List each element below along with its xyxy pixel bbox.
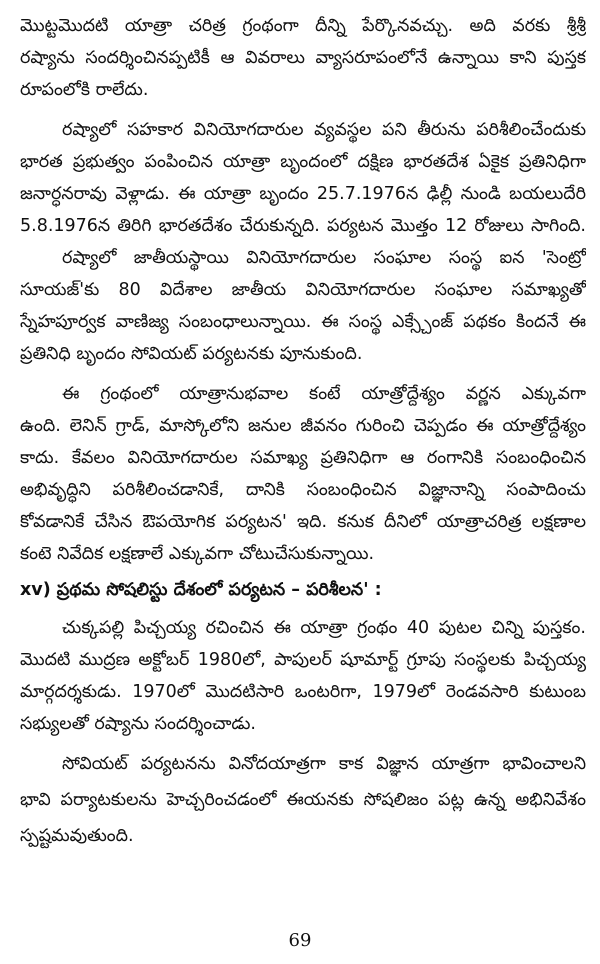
text-line: రూపంలోకి రాలేదు. — [20, 80, 149, 100]
text-line: చుక్కపల్లి పిచ్చయ్య రచించిన ఈ యాత్రా గ్రంథం 40 పుటల చిన్ని పుస్తకం. — [62, 618, 586, 638]
text-line: సూయజ్'కు 80 విదేశాల జాతీయ వినియోగదారుల సంఘాల సమాఖ్యతో — [20, 280, 586, 300]
text-line: 5.8.1976న తిరిగి భారతదేశం చేరుకున్నది. పర్యటన మొత్తం 12 రోజులు సాగింది. — [20, 216, 586, 236]
text-line: స్నేహపూర్వక వాణిజ్య సంబంధాలున్నాయి. ఈ సంస్థ ఎక్స్చేంజ్ పథకం కిందనే ఈ — [20, 312, 586, 332]
text-line: జనార్ధనరావు వెళ్లాడు. ఈ యాత్రా బృందం 25.7.1976న ఢిల్లీ నుండి బయలుదేరి — [20, 184, 586, 204]
text-line: ఈ గ్రంథంలో యాత్రానుభవాల కంటే యాత్రోద్దేశ్యం వర్ణన ఎక్కువగా — [62, 384, 586, 404]
text-line: కోవడానికే చేసిన ఔపయోగిక పర్యటన' ఇది. కనుక దీనిలో యాత్రాచరిత్ర లక్షణాల — [20, 512, 586, 532]
text-line: స్పష్టమవుతుంది. — [20, 826, 134, 846]
page-number: 69 — [288, 930, 312, 951]
text-line: మొదటి ముద్రణ అక్టోబర్ 1980లో, పాపులర్ షూమార్ట్ గ్రూపు సంస్థలకు పిచ్చయ్య — [20, 650, 586, 670]
text-line: భారత ప్రభుత్వం పంపించిన యాత్రా బృందంలో దక్షిణ భారతదేశ ఏకైక ప్రతినిధిగా — [20, 152, 586, 172]
text-line: కాదు. కేవలం వినియోగదారుల సమాఖ్య ప్రతినిధిగా ఆ రంగానికి సంబంధించిన — [20, 448, 586, 468]
text-line: ప్రతినిధి బృందం సోవియట్ పర్యటనకు పూనుకుంది. — [20, 344, 363, 364]
text-line: రష్యాలో జాతీయస్థాయి వినియోగదారుల సంఘాల సంస్థ ఐన 'సెంట్రో — [62, 248, 586, 268]
text-line: కంటె నివేదిక లక్షణాలే ఎక్కువగా చోటుచేసుకున్నాయి. — [20, 544, 375, 564]
text-line: మార్గదర్శకుడు. 1970లో మొదటిసారి ఒంటరిగా, 1979లో రెండవసారి కుటుంబ — [20, 682, 586, 702]
text-line: అభివృద్ధిని పరిశీలించడానికే, దానికి సంబంధించిన విజ్ఞానాన్ని సంపాదించు — [20, 480, 586, 500]
text-line: రష్యాను సందర్శించినప్పటికీ ఆ వివరాలు వ్యాసరూపంలోనే ఉన్నాయి కాని పుస్తక — [20, 48, 586, 68]
text-line: సోవియట్ పర్యటనను వినోదయాత్రగా కాక విజ్ఞాన యాత్రగా భావించాలని — [62, 754, 586, 774]
section-heading: xv) ప్రథమ సోషలిస్టు దేశంలో పర్యటన – పరిశీలన' : — [20, 580, 382, 600]
text-line: భావి పర్యాటకులను హెచ్చరించడంలో ఈయనకు సోషలిజం పట్ల ఉన్న అభినివేశం — [20, 790, 586, 810]
text-line: ఉంది. లెనిన్ గ్రాడ్, మాస్కోలోని జనుల జీవనం గురించి చెప్పడం ఈ యాత్రోద్దేశ్యం — [20, 416, 586, 436]
text-line: రష్యాలో సహకార వినియోగదారుల వ్యవస్థల పని తీరును పరిశీలించేందుకు — [62, 120, 586, 140]
text-line: మొట్టమొదటి యాత్రా చరిత్ర గ్రంథంగా దీన్ని పేర్కొనవచ్చు. అది వరకు శ్రీశ్రీ — [20, 16, 586, 36]
document-page — [20, 10, 586, 852]
text-line: సభ్యులతో రష్యాను సందర్శించాడు. — [20, 714, 256, 734]
